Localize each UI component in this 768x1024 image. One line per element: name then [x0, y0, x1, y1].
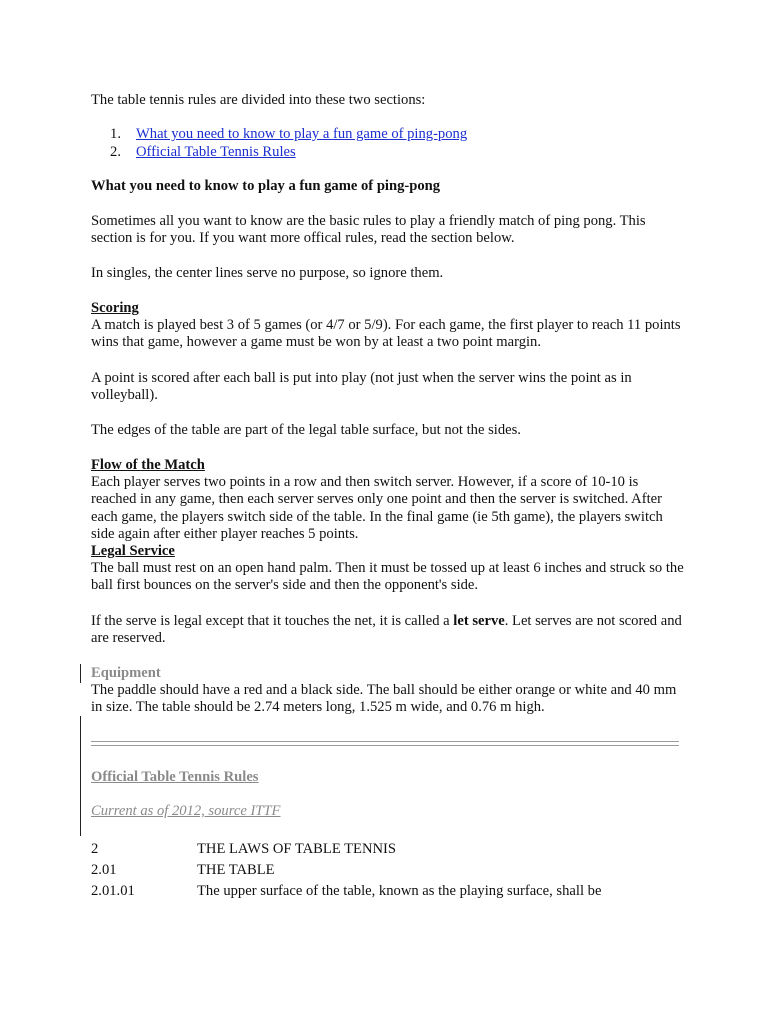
- official-rules-heading[interactable]: Official Table Tennis Rules: [91, 769, 259, 785]
- table-edges-paragraph: The edges of the table are part of the legal table surface, but not the sides.: [91, 422, 521, 438]
- legal-service-paragraph: The ball must rest on an open hand palm. Then it must be tossed up at least 6 inches and struck so the ball first bounces on the server's side and then the opponent's side.: [91, 560, 684, 594]
- toc-item-1[interactable]: [91, 126, 591, 144]
- change-bar: [80, 664, 81, 683]
- let-serve-paragraph: [91, 613, 687, 647]
- scoring-block: [91, 300, 687, 352]
- flow-heading: Flow of the Match: [91, 457, 205, 473]
- section-title-fun-game: What you need to know to play a fun game of ping-pong: [91, 178, 441, 194]
- law-row: [91, 862, 691, 880]
- toc-number: 2.: [110, 144, 121, 160]
- intro-text: The table tennis rules are divided into these two sections:: [91, 92, 426, 108]
- horizontal-rule: [91, 745, 679, 746]
- law-text: The upper surface of the table, known as the playing surface, shall be: [197, 883, 602, 899]
- source-note-block: [91, 803, 687, 820]
- let-serve-text-before: If the serve is legal except that it touches the net, it is called a: [91, 613, 454, 629]
- equipment-paragraph: The paddle should have a red and a black side. The ball should be either orange or white and 40 mm in size. The table should be 2.74 meters long, 1.525 m wide, and 0.76 m high.: [91, 682, 677, 716]
- source-note: Current as of 2012, source ITTF: [91, 803, 281, 819]
- change-bar: [80, 716, 81, 836]
- law-row: [91, 883, 691, 901]
- toc-item-2[interactable]: [91, 144, 591, 162]
- equipment-block: [91, 665, 687, 717]
- center-lines-paragraph: In singles, the center lines serve no purpose, so ignore them.: [91, 265, 444, 281]
- scoring-heading: Scoring: [91, 300, 139, 316]
- toc-link-official-rules[interactable]: Official Table Tennis Rules: [136, 144, 296, 160]
- equipment-heading: Equipment: [91, 665, 161, 681]
- law-number: 2.01.01: [91, 883, 135, 899]
- toc-number: 1.: [110, 126, 121, 142]
- flow-paragraph: Each player serves two points in a row and then switch server. However, if a score of 10-10 is reached in any game, then each server serves only one point and then the server is switched. After each game, the players switch side of the table. In the final game (ie 5th game), the players switch side again after either player reaches 5 points.: [91, 474, 663, 542]
- official-rules-heading-block: [91, 769, 687, 786]
- law-number: 2: [91, 841, 99, 857]
- fun-intro-paragraph: Sometimes all you want to know are the basic rules to play a friendly match of ping pong. This section is for you. If you want more offical rules, read the section below.: [91, 213, 646, 247]
- point-scored-paragraph: A point is scored after each ball is put into play (not just when the server wins the point as in volleyball).: [91, 370, 632, 404]
- law-text: THE TABLE: [197, 862, 275, 878]
- flow-block: [91, 457, 687, 595]
- law-row: [91, 841, 691, 859]
- let-serve-term: let serve: [453, 613, 505, 629]
- horizontal-rule: [91, 741, 679, 742]
- legal-service-heading: Legal Service: [91, 543, 175, 560]
- law-text: THE LAWS OF TABLE TENNIS: [197, 841, 396, 857]
- let-serve-text-after: . Let serves are not scored and are reserved.: [91, 613, 682, 647]
- toc-link-fun-game[interactable]: What you need to know to play a fun game of ping-pong: [136, 126, 468, 142]
- scoring-paragraph: A match is played best 3 of 5 games (or 4/7 or 5/9). For each game, the first player to reach 11 points wins that game, however a game must be won by at least a two point margin.: [91, 317, 681, 351]
- law-number: 2.01: [91, 862, 117, 878]
